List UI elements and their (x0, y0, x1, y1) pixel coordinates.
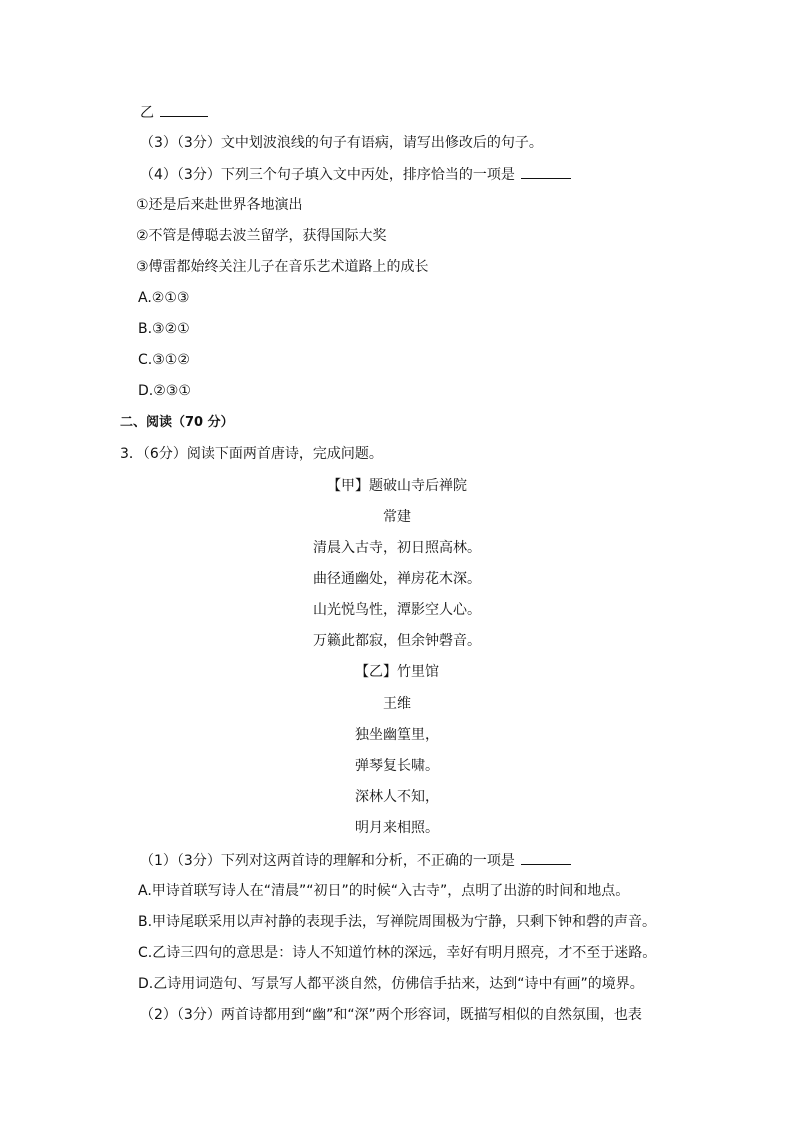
sub-question-2-text: （2）（3分）两首诗都用到“幽”和“深”两个形容词，既描写相似的自然氛围，也表 (140, 1007, 642, 1023)
sub1-option-c[interactable]: C.乙诗三四句的意思是：诗人不知道竹林的深远，幸好有明月照亮，才不至于迷路。 (138, 945, 657, 961)
sub-question-1-text: （1）（3分）下列对这两首诗的理解和分析，不正确的一项是 (140, 853, 515, 869)
answer-blank-yi[interactable] (160, 102, 208, 117)
poem-yi-title: 【乙】竹里馆 (355, 664, 439, 680)
sentence-item: ①还是后来赴世界各地演出 (136, 197, 303, 213)
answer-label-yi: 乙 (140, 105, 154, 121)
answer-line-yi (140, 102, 208, 123)
sentence-item: ③傅雷都始终关注儿子在音乐艺术道路上的成长 (136, 259, 429, 275)
poem-line: 万籁此都寂，但余钟磬音。 (313, 633, 481, 649)
option-d[interactable]: D.②③① (138, 383, 191, 399)
question-3-text: 3．（6分）阅读下面两首唐诗，完成问题。 (120, 446, 383, 462)
poem-line: 明月来相照。 (355, 820, 439, 836)
poem-yi-author: 王维 (383, 696, 411, 712)
sub-question-1-line (140, 850, 571, 871)
sub1-option-a[interactable]: A.甲诗首联写诗人在“清晨”“初日”的时候“入古寺”，点明了出游的时间和地点。 (138, 883, 630, 899)
question-4-4-text: （4）（3分）下列三个句子填入文中丙处，排序恰当的一项是 (140, 167, 515, 183)
poem-line: 山光悦鸟性，潭影空人心。 (313, 602, 481, 618)
sentence-item: ②不管是傅聪去波兰留学，获得国际大奖 (136, 228, 387, 244)
option-b[interactable]: B.③②① (138, 321, 190, 337)
question-4-4-line (140, 164, 571, 185)
question-4-3-text: （3）（3分）文中划波浪线的句子有语病，请写出修改后的句子。 (140, 135, 543, 151)
option-c[interactable]: C.③①② (138, 352, 190, 368)
option-a[interactable]: A.②①③ (138, 290, 190, 306)
poem-line: 清晨入古寺，初日照高林。 (313, 540, 481, 556)
poem-line: 弹琴复长啸。 (355, 758, 439, 774)
poem-line: 曲径通幽处，禅房花木深。 (313, 571, 481, 587)
sub1-option-d[interactable]: D.乙诗用词造句、写景写人都平淡自然，仿佛信手拈来，达到“诗中有画”的境界。 (138, 976, 644, 992)
answer-blank-q4[interactable] (521, 164, 571, 179)
poem-jia-author: 常建 (383, 509, 411, 525)
poem-line: 独坐幽篁里， (355, 727, 439, 743)
poem-line: 深林人不知， (355, 789, 439, 805)
poem-jia-title: 【甲】题破山寺后禅院 (327, 478, 467, 494)
section-heading: 二、阅读（70 分） (120, 415, 234, 430)
sub1-option-b[interactable]: B.甲诗尾联采用以声衬静的表现手法，写禅院周围极为宁静，只剩下钟和磬的声音。 (138, 914, 657, 930)
answer-blank-sub1[interactable] (521, 850, 571, 865)
